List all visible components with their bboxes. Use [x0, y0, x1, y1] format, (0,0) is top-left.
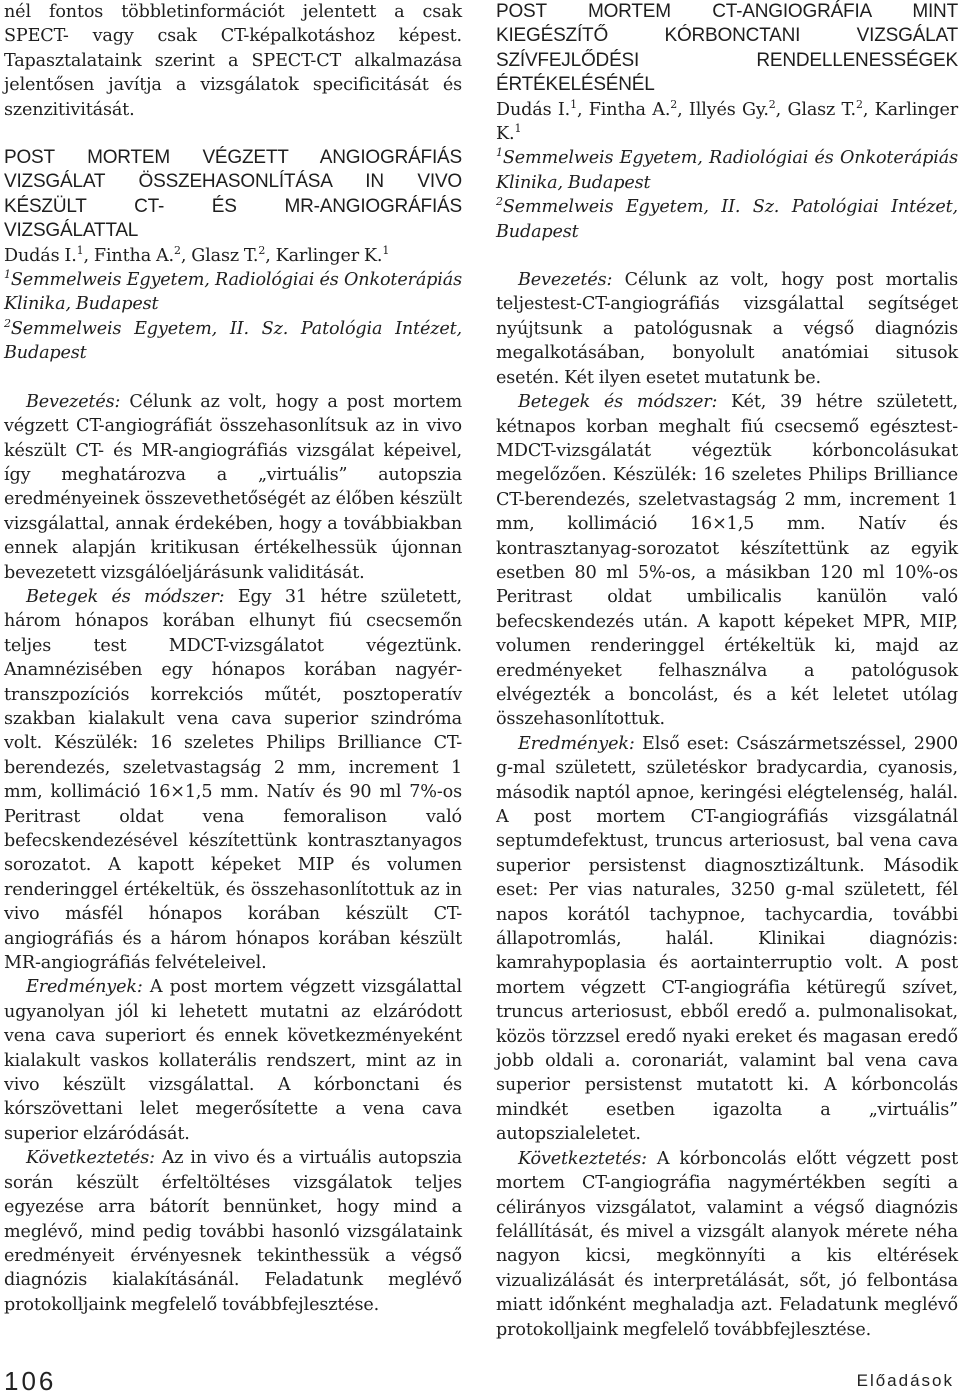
intro-paragraph: nél fontos többletinformációt jelentett a csak SPECT- vagy csak CT-képalkotáshoz képest. Tapasztalataink szerint a SPECT-CT alkalmazása jelentősen javítja a vizsgálatok specificitását és szenzitivitását. [4, 2, 462, 120]
conclusion-paragraph-2 [496, 1147, 958, 1342]
affiliation-1b: $^2$Semmelweis Egyetem, II. Sz. Patológia Intézet, Budapest [4, 317, 462, 364]
methods-text: Egy 31 hétre született, három hónapos korában elhunyt fiú csecsemőn teljes test MDCT-vizsgálatot végeztünk. Anamnézisében egy hónapos korában nagyér-transzpozíciós korrekciós műtét, posztoperatív szakban kialakult vena cava superior szindróma volt. Készülék: 16 szeletes Philips Brilliance CT-berendezés, szeletvastagság 2 mm, increment 1 mm, kollimáció 16×1,5 mm. Natív és 90 ml 7%-os Peritrast oldat vena femoralison való befecskendezésével készítettünk kontrasztanyagos sorozatot. A kapott képeket MIP és volumen renderinggel értékeltük, és összehasonlítottuk az in vivo másfél hónapos korában készült CT-angiográfiás és a három hónapos korában készült MR-angiográfiás felvételeivel. [4, 586, 462, 974]
introduction-paragraph-1 [4, 390, 462, 585]
abstract-title-2: POST MORTEM CT-ANGIOGRÁFIA MINT KIEGÉSZÍTŐ KÓRBONCTANI VIZSGÁLAT SZÍVFEJLŐDÉSI RENDELLENESSÉGEK ÉRTÉKELÉSÉNÉL [496, 1, 958, 96]
affiliation-2a: $^1$Semmelweis Egyetem, Radiológiai és Onkoterápiás Klinika, Budapest [496, 146, 958, 193]
results-text: Első eset: Császármetszéssel, 2900 g-mal született, születéskor bradycardia, cyanosis, második naptól apnoe, keringési elégtelenség, halál. A post mortem CT-angiográfiás vizsgálatnál septumdefektust, truncus arteriosust, bal vena cava superior persistenst diagnosztizáltunk. Második eset: Per vias naturales, 3250 g-mal született, fél napos korától tachypnoe, tachycardia, további állapotromlás, halál. Klinikai diagnózis: kamrahypoplasia és aortainterruptio volt. A post mortem végzett CT-angiográfia kétüregű szívet, truncus arteriosust, ebből eredő a. pulmonalisokat, közös törzzsel eredő nyaki ereket és magasan eredő jobb oldali a. coronariát, valamint bal vena cava superior persistenst mutatott ki. A kórboncolás mindkét esetben igazolta a „virtuális” autopszialeletet. [496, 733, 958, 1145]
abstract-title-1: POST MORTEM VÉGZETT ANGIOGRÁFIÁS VIZSGÁLAT ÖSSZEHASONLÍTÁSA IN VIVO KÉSZÜLT CT- ÉS MR-ANGIOGRÁFIÁS VIZSGÁLATTAL [4, 147, 462, 242]
introduction-text: Célunk az volt, hogy post mortalis teljestest-CT-angiográfiás vizsgálattal segítséget nyújtsunk a patológusnak a végső diagnózis megalkotásában, bonyolult anatómiai situsok esetén. Két ilyen esetet mutatunk be. [496, 270, 958, 388]
results-text: A post mortem végzett vizsgálattal ugyanolyan jól ki lehetett mutatni az elzáródott vena cava superiort és ennek következményeként kialakult vaskos kollaterális rendszert, mint az in vivo készült vizsgálattal. A kórbonctani és kórszövettani lelet megerősítette a vena cava superior elzáródását. [4, 977, 462, 1144]
methods-label: Betegek és módszer: [518, 392, 718, 413]
right-column [496, 0, 958, 1342]
results-label: Eredmények: [26, 977, 143, 998]
results-label: Eredmények: [518, 733, 635, 754]
conclusion-text: Az in vivo és a virtuális autopszia során készült érfeltöltéses vizsgálatok teljes egyezése arra bátorít bennünket, hogy mind a meglévő, mind pedig további hasonló vizsgálataink eredményeit érvényesnek tekinthessük a végső diagnózis kialakításánál. Feladatunk meglévő protokolljaink megfelelő továbbfejlesztése. [4, 1148, 462, 1315]
methods-paragraph-1 [4, 585, 462, 976]
introduction-label: Bevezetés: [26, 391, 121, 412]
page-number: 106 [4, 1366, 57, 1396]
conclusion-label: Következtetés: [518, 1148, 647, 1169]
introduction-text: Célunk az volt, hogy a post mortem végzett CT-angiográfiát összehasonlítsuk az in vivo készült CT- és MR-angiográfiás vizsgálat képeivel, így meghatározva a „virtuális” autopszia eredményeinek összevethetőségét az élőben készült vizsgálattal, annak érdekében, hogy a továbbiakban ennek alapján kritikusan értékelhessük újonnan bevezetett vizsgálóeljárásunk validitását. [4, 391, 462, 583]
results-paragraph-2 [496, 732, 958, 1147]
methods-paragraph-2 [496, 390, 958, 732]
methods-text: Két, 39 hétre született, kétnapos korban meghalt fiú csecsemő egésztest-MDCT-vizsgálatát végeztük kórboncolásukat megelőzően. Készülék: 16 szeletes Philips Brilliance CT-berendezés, szeletvastagság 2 mm, increment 1 mm, kollimáció 16×1,5 mm. Natív és kontrasztanyag-sorozatot készítettünk az egyik esetben 80 ml 5%-os, a másikban 120 ml 10%-os Peritrast oldat umbilicalis kanülön való befecskendezés után. A kapott képeket MPR, MIP, volumen renderinggel értékeltük ki, majd az eredményeket felhasználva a patológusok elvégezték a boncolást, és a két leletet utólag összehasonlítottuk. [496, 392, 958, 730]
conclusion-text: A kórboncolás előtt végzett post mortem CT-angiográfia nagymértékben segíti a célirányos vizsgálatot, valamint a végső diagnózis felállítását, és mivel a vizsgált alanyok mérete néha nagyon kicsi, megkönnyíti a kis eltérések vizualizálását és interpretálását, sőt, jó felbontása miatt időnként meghaladja azt. Feladatunk meglévő protokolljaink megfelelő továbbfejlesztése. [496, 1148, 958, 1340]
authors-2: Dudás I.$^1$, Fintha A.$^2$, Illyés Gy.$^2$, Glasz T.$^2$, Karlinger K.$^1$ [496, 97, 958, 145]
conclusion-paragraph-1 [4, 1146, 462, 1317]
methods-label: Betegek és módszer: [26, 586, 225, 607]
affiliation-1a: $^1$Semmelweis Egyetem, Radiológiai és Onkoterápiás Klinika, Budapest [4, 268, 462, 315]
conclusion-label: Következtetés: [26, 1148, 155, 1169]
left-column [4, 0, 462, 1317]
authors-1: Dudás I.$^1$, Fintha A.$^2$, Glasz T.$^2$, Karlinger K.$^1$ [4, 243, 390, 266]
affiliation-2b: $^2$Semmelweis Egyetem, II. Sz. Patológiai Intézet, Budapest [496, 195, 958, 242]
introduction-paragraph-2 [496, 268, 958, 390]
results-paragraph-1 [4, 975, 462, 1146]
introduction-label: Bevezetés: [518, 270, 613, 291]
section-name: Előadások [856, 1371, 954, 1390]
